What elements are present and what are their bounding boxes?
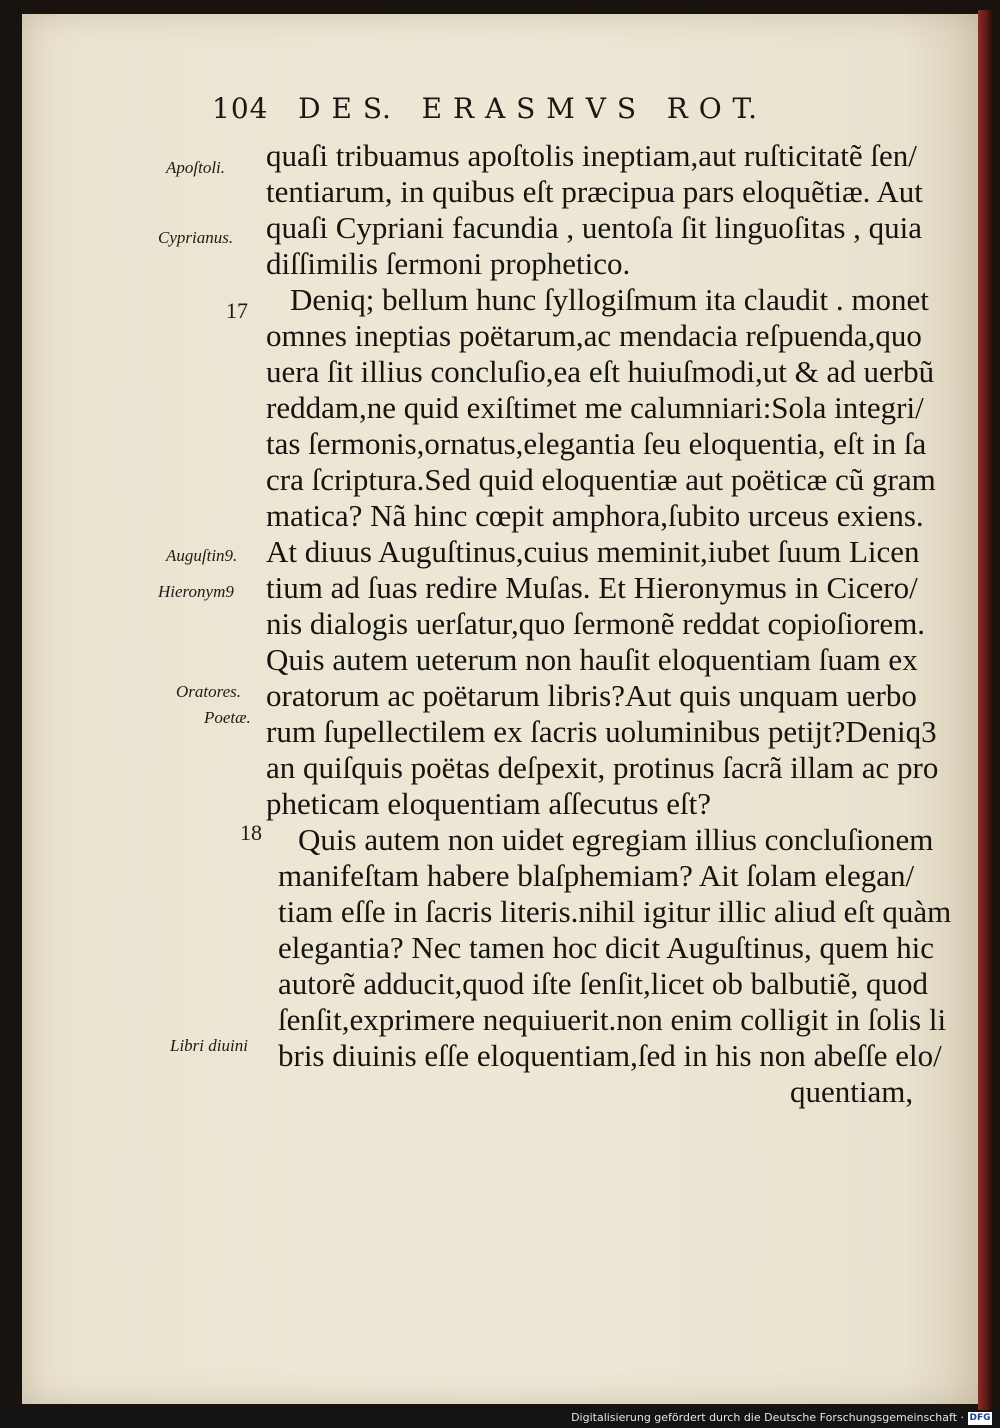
text-line: uera ſit illius concluſio,ea eſt huiuſmodi,ut & ad uerbũ	[266, 354, 935, 389]
text-line: reddam,ne quid exiſtimet me calumniari:Sola integri/	[266, 390, 924, 425]
text-line: tentiarum, in quibus eſt præcipua pars eloquẽtiæ. Aut	[266, 174, 923, 209]
footer-credit: Digitalisierung gefördert durch die Deutsche Forschungsgemeinschaft ·	[571, 1411, 964, 1424]
margin-note-cyprianus: Cyprianus.	[158, 228, 234, 247]
margin-note-hieronymus: Hieronym9	[158, 582, 234, 601]
dfg-logo-icon: DFG	[969, 1413, 991, 1423]
text-line: quaſi tribuamus apoſtolis ineptiam,aut ruſticitatẽ ſen/	[266, 138, 917, 173]
text-line: matica? Nã hinc cœpit amphora,ſubito urceus exiens.	[266, 498, 924, 533]
text-line: bris diuinis eſſe eloquentiam,ſed in his non abeſſe elo/	[278, 1038, 942, 1073]
margin-note-augustinus: Auguſtin9.	[166, 546, 238, 565]
text-line: oratorum ac poëtarum libris?Aut quis unquam uerbo	[266, 678, 917, 713]
section-number-17: 17	[226, 298, 248, 323]
text-line: At diuus Auguſtinus,cuius meminit,iubet ſuum Licen	[266, 534, 920, 569]
text-line: rum ſupellectilem ex ſacris uoluminibus petijt?Deniq3	[266, 714, 937, 749]
margin-note-poetae: Poetæ.	[204, 708, 251, 727]
text-line: diſſimilis ſermoni prophetico.	[266, 246, 631, 281]
text-line: manifeſtam habere blaſphemiam? Ait ſolam elegan/	[278, 858, 915, 893]
margin-note-libri-diuini: Libri diuini	[170, 1036, 248, 1055]
text-line: tiam eſſe in ſacris literis.nihil igitur illic aliud eſt quàm	[278, 894, 952, 929]
catchword: quentiam,	[790, 1074, 914, 1109]
book-cover-edge	[978, 10, 992, 1410]
text-line: Quis autem ueterum non hauſit eloquentiam ſuam ex	[266, 642, 918, 677]
section-number-18: 18	[240, 820, 262, 845]
text-line: Quis autem non uidet egregiam illius concluſionem	[298, 822, 934, 857]
text-line: pheticam eloquentiam aſſecutus eſt?	[266, 786, 712, 821]
text-line: an quiſquis poëtas deſpexit, protinus ſacrã illam ac pro	[266, 750, 939, 785]
running-header: 104 D E S. E R A S M V S R O T.	[212, 92, 759, 125]
text-line: elegantia? Nec tamen hoc dicit Auguſtinus, quem hic	[278, 930, 934, 965]
text-line: tium ad ſuas redire Muſas. Et Hieronymus in Cicero/	[266, 570, 918, 605]
text-line: cra ſcriptura.Sed quid eloquentiæ aut poëticæ cũ gram	[266, 462, 936, 497]
margin-note-oratores: Oratores.	[176, 682, 242, 701]
text-line: nis dialogis uerſatur,quo ſermonẽ reddat copioſiorem.	[266, 606, 926, 641]
text-line: tas ſermonis,ornatus,elegantia ſeu eloquentia, eſt in ſa	[266, 426, 927, 461]
text-line: Deniq; bellum hunc ſyllogiſmum ita claudit . monet	[290, 282, 929, 317]
text-line: ſenſit,exprimere nequiuerit.non enim colligit in ſolis li	[278, 1002, 947, 1037]
text-line: omnes ineptias poëtarum,ac mendacia reſpuenda,quo	[266, 318, 922, 353]
text-line: quaſi Cypriani facundia , uentoſa ſit linguoſitas , quia	[266, 210, 923, 245]
margin-note-apostoli: Apoſtoli.	[166, 158, 226, 177]
text-line: autorẽ adducit,quod iſte ſenſit,licet ob balbutiẽ, quod	[278, 966, 928, 1001]
